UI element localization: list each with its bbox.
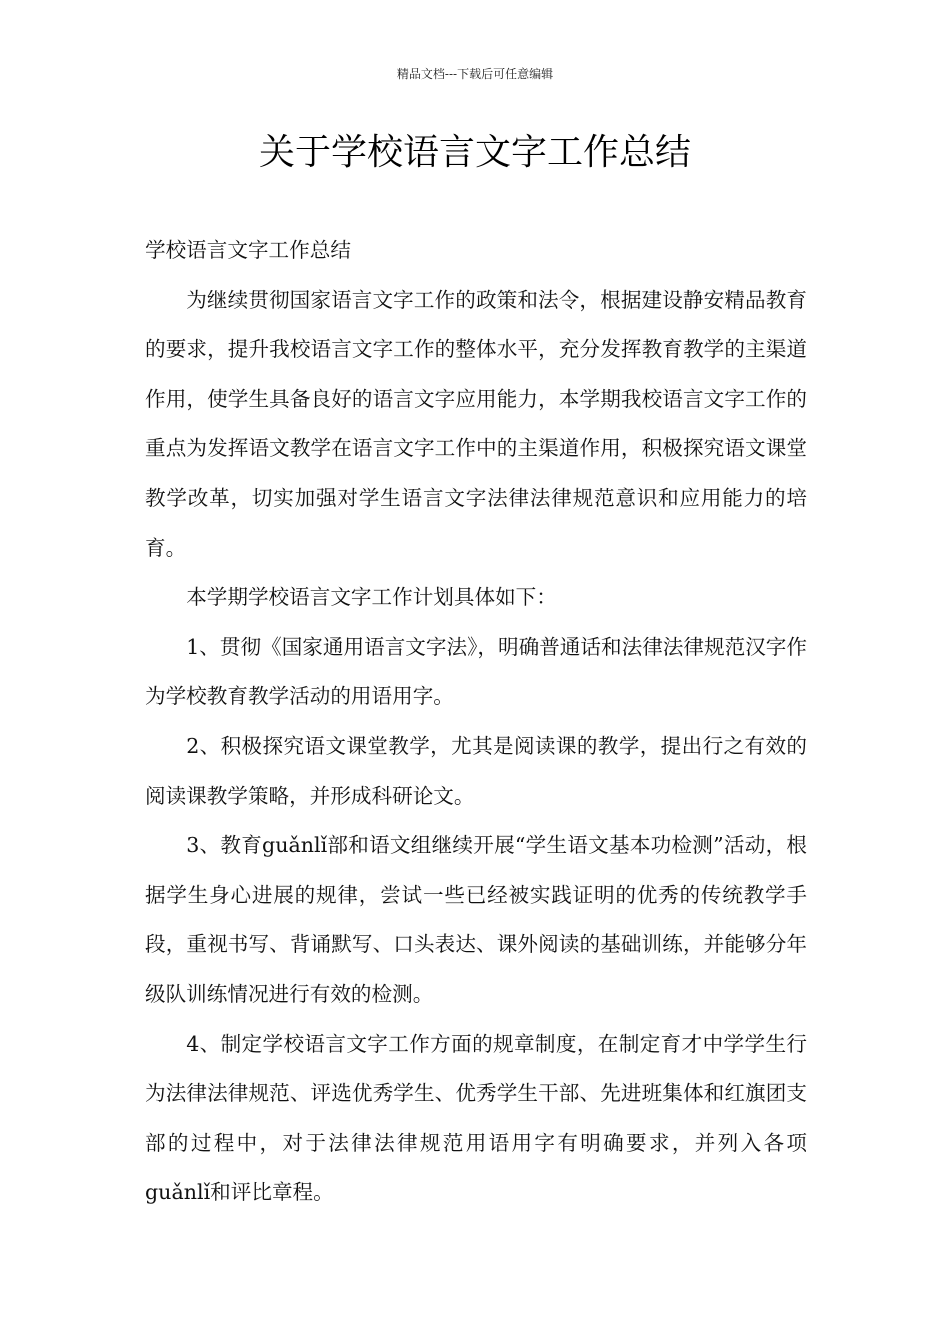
document-title: 关于学校语言文字工作总结 — [258, 132, 691, 173]
paragraph-plan-lead: 本学期学校语言文字工作计划具体如下： — [186, 585, 557, 610]
paragraph-item-1: 1、贯彻《国家通用语言文字法》，明确普通话和法律法律规范汉字作为学校教育教学活动的用语用字。 — [145, 634, 807, 709]
header-note: 精品文档---下载后可任意编辑 — [396, 67, 554, 81]
paragraph-item-3: 3、教育guǎnlǐ部和语文组继续开展“学生语文基本功检测”活动，根据学生身心进展的规律，尝试一些已经被实践证明的优秀的传统教学手段，重视书写、背诵默写、口头表达、课外阅读的基础训练，并能够分年级队训练情况进行有效的检测。 — [145, 833, 807, 1006]
paragraph-item-4: 4、制定学校语言文字工作方面的规章制度，在制定育才中学学生行为法律法律规范、评选优秀学生、优秀学生干部、先进班集体和红旗团支部的过程中，对于法律法律规范用语用字有明确要求，并列入各项guǎnlǐ和评比章程。 — [145, 1031, 807, 1205]
paragraph-intro: 为继续贯彻国家语言文字工作的政策和法令，根据建设静安精品教育的要求，提升我校语言文字工作的整体水平，充分发挥教育教学的主渠道作用，使学生具备良好的语言文字应用能力，本学期我校语言文字工作的重点为发挥语文教学在语言文字工作中的主渠道作用，积极探究语文课堂教学改革，切实加强对学生语言文字法律法律规范意识和应用能力的培育。 — [145, 287, 807, 560]
paragraph-item-2: 2、积极探究语文课堂教学，尤其是阅读课的教学，提出行之有效的阅读课教学策略，并形成科研论文。 — [145, 733, 807, 808]
section-heading: 学校语言文字工作总结 — [145, 238, 351, 262]
document-body — [145, 226, 807, 1218]
